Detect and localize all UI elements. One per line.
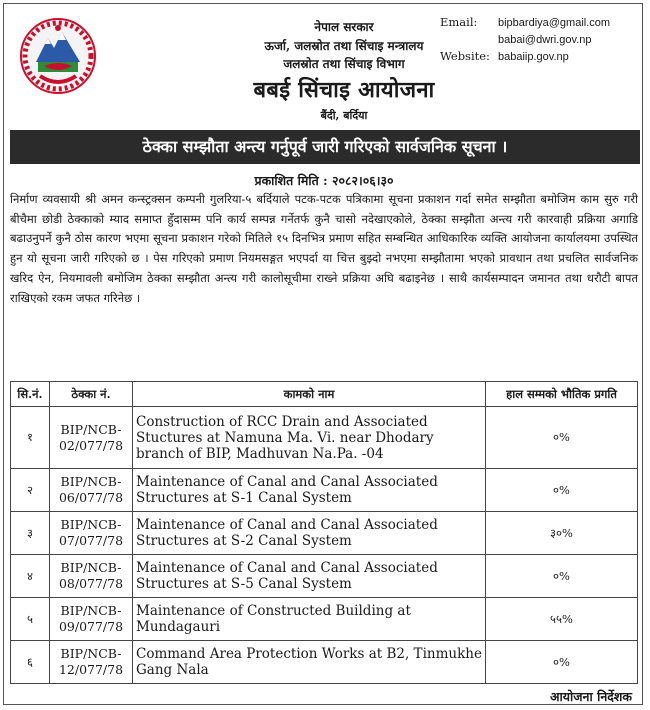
published-date: प्रकाशित मिति : २०८२।०६।३०	[254, 173, 394, 188]
row-progress: ३०%	[486, 512, 638, 555]
ministry-name: ऊर्जा, जलस्रोत तथा सिंचाइ मन्त्रालय	[264, 39, 424, 53]
row-sn: ५	[11, 598, 50, 641]
email-link[interactable]: bipbardiya@gmail.com	[498, 17, 611, 29]
row-progress: ०%	[486, 641, 638, 684]
website-link[interactable]: babaiip.gov.np	[498, 51, 569, 63]
table-header-row	[11, 382, 638, 407]
row-work-name: Construction of RCC Drain and Associated Stuctures at Namuna Ma. Vi. near Dhodary branch of BIP, Madhuvan Na.Pa. -04	[133, 407, 486, 469]
table-row	[11, 407, 638, 469]
row-contract-no: BIP/NCB-08/077/78	[50, 555, 133, 598]
row-work-name: Maintenance of Canal and Canal Associated Structures at S-2 Canal System	[133, 512, 486, 555]
government-name: नेपाल सरकार	[314, 20, 374, 34]
row-contract-no: BIP/NCB-06/077/78	[50, 469, 133, 512]
header-work-name: कामको नाम	[133, 382, 486, 407]
table-row	[11, 469, 638, 512]
nepal-emblem-logo	[18, 16, 98, 96]
row-progress: ०%	[486, 469, 638, 512]
header-progress: हाल सम्मको भौतिक प्रगति	[486, 382, 638, 407]
notice-body: निर्माण व्यवसायी श्री अमन कन्स्ट्रक्सन कम्पनी गुलरिया-५ बर्दियाले पटक-पटक पत्रिकामा सूचना प्रकाशन गर्दा समेत सम्झौता बमोजिम काम सुरु गरी बीचैमा छोडी ठेक्काको म्याद समाप्त हुँदासम्म पनि कार्य सम्पन्न गर्नेतर्फ कुनै चासो नदेखाएकोले, ठेक्का सम्झौता अन्त्य गरी कारवाही प्रक्रिया अगाडि बढाउनुपर्ने कुनै ठोस कारण भएमा सूचना प्रकाशन गरेको मितिले १५ दिनभित्र प्रमाण सहित सम्बन्धित आधिकारिक व्यक्ति आयोजना कार्यालयमा उपस्थित हुन यो सूचना जारी गरिएको छ । पेस गरिएको प्रमाण नियमसङ्गत भएपर्दा या चित्त बुझ्दो नभएमा सम्झौतामा भएको प्रावधान तथा प्रचलित सार्वजनिक खरिद ऐन, नियमावली बमोजिम ठेक्का सम्झौता अन्त्य गरी कालोसूचीमा राख्ने प्रक्रिया अघि बढाइनेछ । साथै कार्यसम्पादन जमानत तथा धरौटी बापत राखिएको रकम जफत गरिनेछ ।	[10, 192, 638, 305]
row-sn: ३	[11, 512, 50, 555]
row-sn: २	[11, 469, 50, 512]
row-progress: ०%	[486, 555, 638, 598]
contracts-table	[10, 381, 638, 684]
project-title: बबई सिंचाइ आयोजना	[253, 77, 435, 103]
department-name: जलस्रोत तथा सिंचाइ विभाग	[283, 57, 405, 71]
row-work-name: Command Area Protection Works at B2, Tinmukhe Gang Nala	[133, 641, 486, 684]
table-row	[11, 555, 638, 598]
row-contract-no: BIP/NCB-12/077/78	[50, 641, 133, 684]
row-sn: १	[11, 407, 50, 469]
email-label: Email:	[440, 15, 478, 29]
row-work-name: Maintenance of Canal and Canal Associated Structures at S-5 Canal System	[133, 555, 486, 598]
row-contract-no: BIP/NCB-07/077/78	[50, 512, 133, 555]
row-sn: ६	[11, 641, 50, 684]
row-work-name: Maintenance of Constructed Building at Mundagauri	[133, 598, 486, 641]
row-sn: ४	[11, 555, 50, 598]
website-label: Website:	[440, 49, 490, 63]
project-location: बैंदी, बर्दिया	[320, 109, 368, 122]
email-link[interactable]: babai@dwri.gov.np	[498, 34, 592, 46]
notice-page	[3, 3, 643, 705]
row-work-name: Maintenance of Canal and Canal Associated Structures at S-1 Canal System	[133, 469, 486, 512]
table-row	[11, 512, 638, 555]
notice-title-banner: ठेक्का सम्झौता अन्त्य गर्नुपूर्व जारी गरिएको सार्वजनिक सूचना ।	[10, 130, 640, 164]
header-sn: सि.नं.	[11, 382, 50, 407]
row-contract-no: BIP/NCB-09/077/78	[50, 598, 133, 641]
table-row	[11, 641, 638, 684]
contact-block	[440, 14, 610, 65]
table-row	[11, 598, 638, 641]
signature-title: आयोजना निर्देशक	[550, 689, 632, 704]
header-contract-no: ठेक्का नं.	[50, 382, 133, 407]
row-progress: ०%	[486, 407, 638, 469]
row-progress: ५५%	[486, 598, 638, 641]
row-contract-no: BIP/NCB-02/077/78	[50, 407, 133, 469]
